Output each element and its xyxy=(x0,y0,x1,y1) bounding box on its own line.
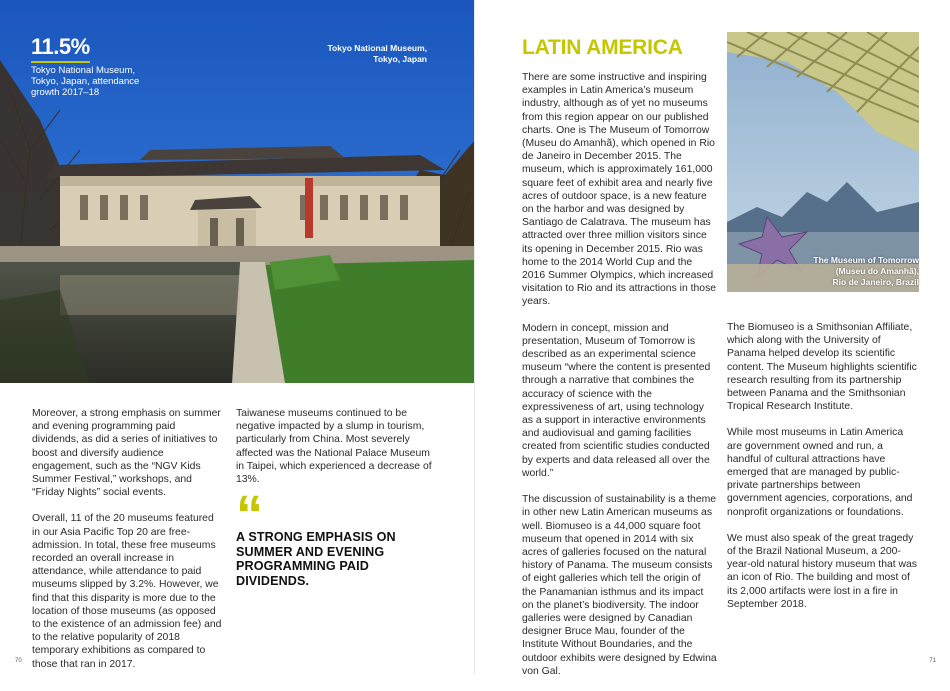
right-column-1 xyxy=(522,71,717,691)
pull-quote: A STRONG EMPHASIS ON SUMMER AND EVENING PROGRAMMING PAID DIVIDENDS. xyxy=(236,530,396,588)
paragraph: We must also speak of the great tragedy of the Brazil National Museum, a 200-year-old natural history museum that was an icon of Rio. The building and most of its 2,000 artifacts were lost in a fire in September 2018. xyxy=(727,532,917,610)
caption-line: Tokyo, Japan xyxy=(373,54,427,64)
caption-line: Rio de Janeiro, Brazil xyxy=(832,277,919,287)
caption-line: The Museum of Tomorrow xyxy=(813,255,919,265)
paragraph: There are some instructive and inspiring examples in Latin America’s museum industry, although as of yet no museums from this region appear on our published charts. One is The Museum of Tomorrow (Museu do Amanhã), which opened in Rio de Janeiro in December 2015. The museum, which is approximately 161,000 square feet of exhibit area and nearly five acres of outdoor space, is a new feature on the harbor and was designed by Santiago de Calatrava. The museum has attracted over three million visitors since its opening in December 2015. Rio was home to the 2014 World Cup and the 2016 Summer Olympics, which increased visitation to Rio and its attractions in those years. xyxy=(522,72,717,308)
left-column-2 xyxy=(236,407,436,499)
rio-photo-caption xyxy=(813,255,919,288)
caption-line: (Museu do Amanhã), xyxy=(835,266,919,276)
attendance-stat xyxy=(31,34,141,98)
page-number: 70 xyxy=(15,658,22,664)
paragraph: Taiwanese museums continued to be negative impacted by a slump in tourism, particularly from China. Most severely affected was the National Palace Museum in Taipei, which experienced a decrease of 13%. xyxy=(236,408,432,486)
stat-description: Tokyo National Museum, Tokyo, Japan, attendance growth 2017–18 xyxy=(31,65,140,98)
paragraph: The discussion of sustainability is a theme in other new Latin American museums as well. Biomuseo is a 44,000 square foot museum that opened in 2014 with six acres of galleries focused on the natural history of Panama. The museum consists of eight galleries which tell the origin of the Panamanian isthmus and its impact on the planet’s biodiversity. The indoor galleries were designed by Canadian designer Bruce Mau, founder of the Institute Without Boundaries, and the outdoor exhibits were designed by Edwina von Gal. xyxy=(522,494,717,677)
caption-line: Tokyo National Museum, xyxy=(327,43,427,53)
page-number: 71 xyxy=(929,658,936,664)
paragraph: Modern in concept, mission and presentation, Museum of Tomorrow is described as an experimental science museum “where the content is presented through a narrative that combines the accuracy of science with the expressiveness of art, using technology as a support in interactive environments and audiovisual and gaming facilities created from scientific studies conducted by experts and data released all over the world.” xyxy=(522,322,711,479)
paragraph: While most museums in Latin America are government owned and run, a handful of cultural attractions have emerged that are managed by public-private partnerships between government agencies, corporations, and nonprofit organizations or foundations. xyxy=(727,427,913,518)
paragraph: The Biomuseo is a Smithsonian Affiliate, which along with the University of Panama helped develop its scientific content. The Museum highlights scientific research resulting from its partnership between Panama and the Smithsonian Tropical Research Institute. xyxy=(727,322,917,413)
section-heading: LATIN AMERICA xyxy=(522,36,683,59)
stat-value: 11.5% xyxy=(31,34,90,63)
right-column-2 xyxy=(727,321,917,624)
paragraph: Moreover, a strong emphasis on summer and evening programming paid dividends, as did a series of initiatives to boost and diversify audience engagement, such as the “NGV Kids Summer Festival,” workshops, and “Friday Nights” social events. xyxy=(32,408,221,499)
left-page xyxy=(0,0,475,674)
paragraph: Overall, 11 of the 20 museums featured in our Asia Pacific Top 20 are free-admission. In total, these free museums recorded an overall increase in attendance, while attendance to paid museums slipped by 3.2%. However, we find that this disparity is more due to the location of those museums (as opposed to the existence of an admission fee) and to the relative popularity of 2018 temporary exhibitions as compared to those that ran in 2017. xyxy=(32,513,222,670)
quote-mark-icon: “ xyxy=(236,485,260,545)
left-column-1 xyxy=(32,407,224,684)
museum-of-tomorrow-photo xyxy=(727,32,919,292)
tokyo-photo-caption xyxy=(328,43,428,65)
